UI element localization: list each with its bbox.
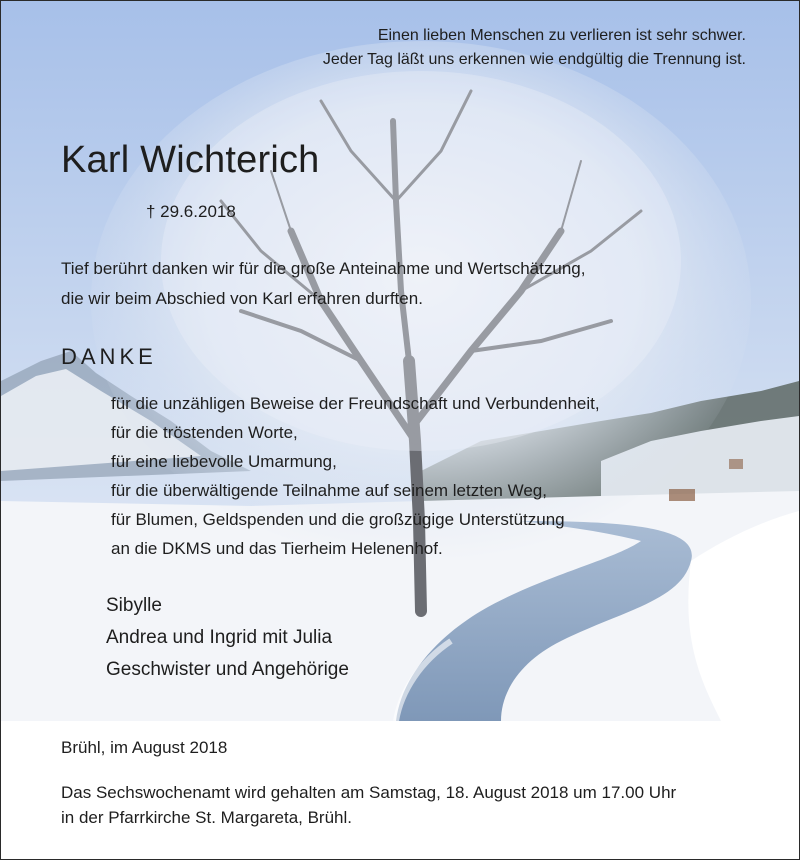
mass-line-2: in der Pfarrkirche St. Margareta, Brühl.: [61, 808, 353, 827]
place-date: Brühl, im August 2018: [61, 738, 228, 757]
signature-2: Andrea und Ingrid mit Julia: [106, 627, 333, 648]
quote-line-2: Jeder Tag läßt uns erkennen wie endgültig die Trennung ist.: [322, 51, 746, 68]
quote-line-1: Einen lieben Menschen zu verlieren ist sehr schwer.: [377, 27, 746, 44]
intro-line-2: die wir beim Abschied von Karl erfahren durften.: [61, 289, 423, 308]
thanks-heading: DANKE: [61, 344, 157, 369]
deceased-name: Karl Wichterich: [61, 139, 320, 181]
signature-1: Sibylle: [106, 595, 162, 616]
thanks-line-2: für die tröstenden Worte,: [111, 423, 298, 442]
signature-3: Geschwister und Angehörige: [106, 659, 349, 680]
intro-line-1: Tief berührt danken wir für die große Anteinahme und Wertschätzung,: [61, 259, 586, 278]
death-date: † 29.6.2018: [146, 202, 236, 221]
mass-line-1: Das Sechswochenamt wird gehalten am Samstag, 18. August 2018 um 17.00 Uhr: [61, 783, 677, 802]
thanks-line-6: an die DKMS und das Tierheim Helenenhof.: [111, 539, 443, 558]
thanks-line-1: für die unzähligen Beweise der Freundschaft und Verbundenheit,: [111, 394, 600, 413]
thanks-line-4: für die überwältigende Teilnahme auf seinem letzten Weg,: [111, 481, 547, 500]
thanks-line-3: für eine liebevolle Umarmung,: [111, 452, 337, 471]
thanks-line-5: für Blumen, Geldspenden und die großzügige Unterstützung: [111, 510, 565, 529]
